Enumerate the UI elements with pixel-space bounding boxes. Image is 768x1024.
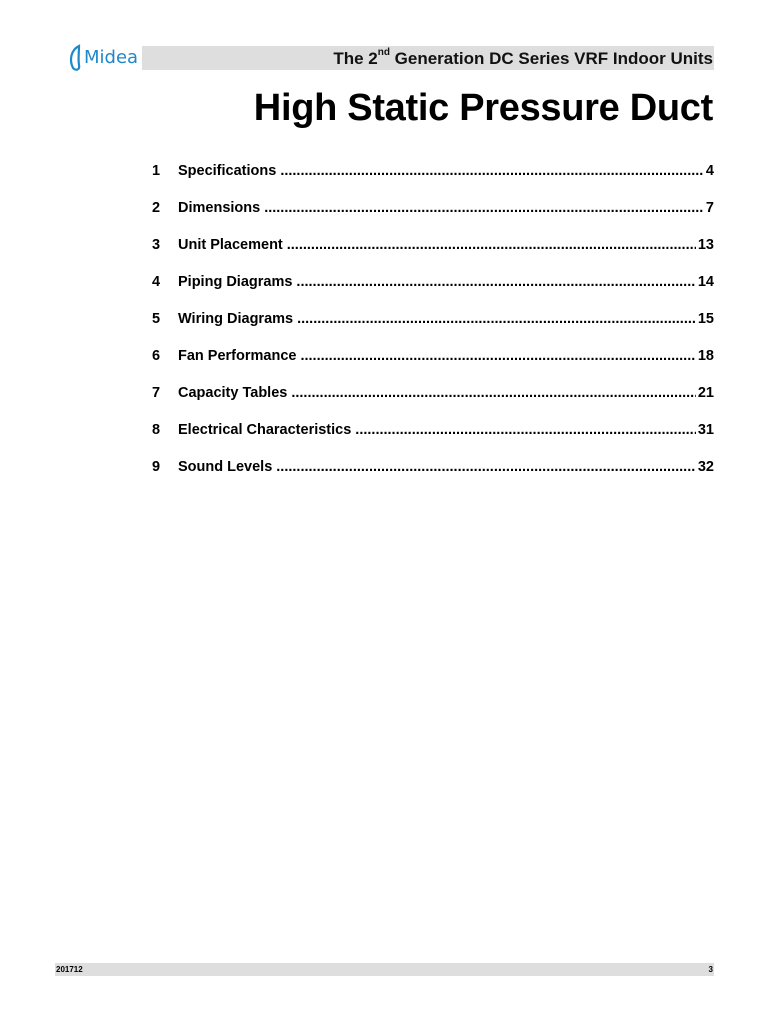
toc-entry-body (178, 160, 714, 182)
toc-leader (276, 456, 696, 478)
toc-entry-body (178, 308, 714, 330)
toc-entry-capacity-tables[interactable] (152, 382, 714, 419)
footer-page-number: 3 (708, 965, 713, 974)
toc-leader (287, 234, 696, 256)
toc-leader (355, 419, 696, 441)
toc-number: 6 (152, 348, 161, 364)
toc-label: Electrical Characteristics (178, 422, 352, 438)
toc-entry-dimensions[interactable] (152, 197, 714, 234)
toc-leader (280, 160, 704, 182)
toc-entry-piping-diagrams[interactable] (152, 271, 714, 308)
toc-page: 7 (705, 200, 714, 216)
toc-entry-body (178, 456, 714, 478)
toc-entry-specifications[interactable] (152, 160, 714, 197)
toc-entry-fan-performance[interactable] (152, 345, 714, 382)
toc-label: Unit Placement (178, 237, 283, 253)
toc-entry-wiring-diagrams[interactable] (152, 308, 714, 345)
toc-page: 13 (697, 237, 714, 253)
toc-page: 18 (697, 348, 714, 364)
toc-label: Capacity Tables (178, 385, 288, 401)
toc-entry-electrical-characteristics[interactable] (152, 419, 714, 456)
toc-leader (297, 308, 696, 330)
brand-logo (68, 44, 139, 72)
toc-entry-body (178, 197, 714, 219)
toc-entry-unit-placement[interactable] (152, 234, 714, 271)
toc-leader (291, 382, 696, 404)
toc-number: 7 (152, 385, 161, 401)
page-title: High Static Pressure Duct (253, 87, 713, 129)
toc-page: 14 (697, 274, 714, 290)
toc-number: 8 (152, 422, 161, 438)
toc-label: Specifications (178, 163, 277, 179)
toc-leader (264, 197, 704, 219)
toc-leader (300, 345, 695, 367)
toc-page: 15 (697, 311, 714, 327)
toc-leader (296, 271, 695, 293)
toc-number: 2 (152, 200, 161, 216)
toc-label: Sound Levels (178, 459, 273, 475)
header-title-suffix: Generation DC Series VRF Indoor Units (389, 49, 713, 68)
toc-label: Dimensions (178, 200, 261, 216)
header-title-sup: nd (377, 47, 390, 59)
header-title (333, 46, 713, 70)
toc-entry-body (178, 234, 714, 256)
footer-band (55, 963, 714, 976)
toc-entry-body (178, 345, 714, 367)
toc-number: 1 (152, 163, 161, 179)
toc-entry-body (178, 382, 714, 404)
toc-page: 21 (697, 385, 714, 401)
toc-number: 9 (152, 459, 161, 475)
header-title-prefix: The 2 (333, 49, 378, 68)
toc-entry-body (178, 419, 714, 441)
logo-text: Midea (84, 47, 139, 68)
toc-label: Wiring Diagrams (178, 311, 294, 327)
toc-entry-body (178, 271, 714, 293)
toc-number: 5 (152, 311, 161, 327)
toc-page: 4 (705, 163, 714, 179)
footer-code: 201712 (56, 965, 83, 974)
toc-label: Piping Diagrams (178, 274, 293, 290)
table-of-contents (152, 160, 714, 493)
toc-page: 32 (697, 459, 714, 475)
toc-page: 31 (697, 422, 714, 438)
toc-number: 3 (152, 237, 161, 253)
toc-number: 4 (152, 274, 161, 290)
toc-label: Fan Performance (178, 348, 297, 364)
toc-entry-sound-levels[interactable] (152, 456, 714, 493)
